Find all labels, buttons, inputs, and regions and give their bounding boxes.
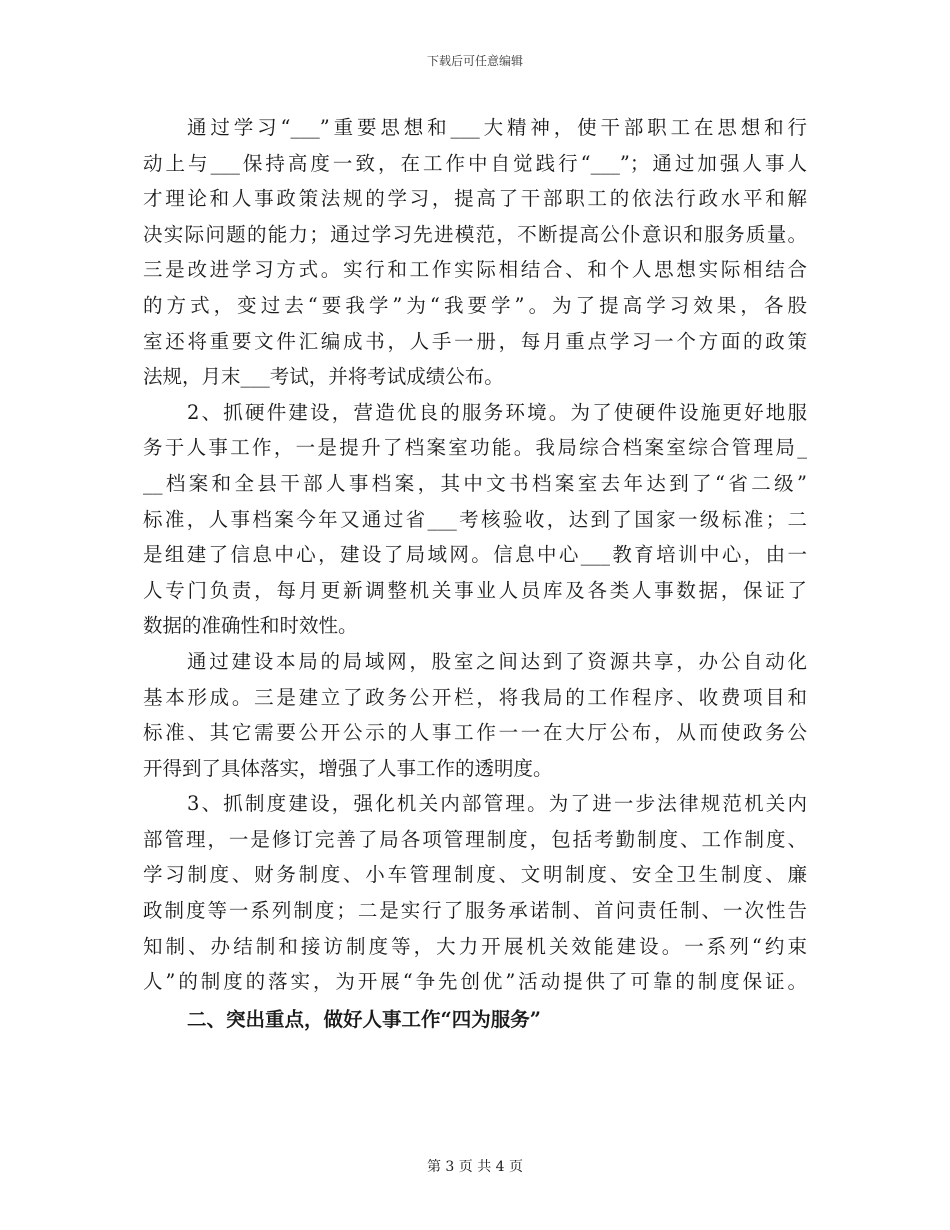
paragraph-2 — [143, 395, 807, 644]
paragraph-4 — [143, 786, 807, 1000]
text-line: 室还将重要文件汇编成书，人手一册，每月重点学习一个方面的政策 — [143, 329, 807, 353]
text-line: 3、抓制度建设，强化机关内部管理。为了进一步法律规范机关内 — [187, 792, 807, 816]
paragraph-1 — [143, 110, 807, 395]
text-line: 动上与___保持高度一致，在工作中自觉践行“___”；通过加强人事人 — [143, 151, 807, 175]
text-line: 学习制度、财务制度、小车管理制度、文明制度、安全卫生制度、廉 — [143, 863, 807, 887]
paragraph-3 — [143, 644, 807, 786]
text-line: 2、抓硬件建设，营造优良的服务环境。为了使硬件设施更好地服 — [187, 400, 807, 424]
text-line: 通过建设本局的局域网，股室之间达到了资源共享，办公自动化 — [187, 649, 807, 673]
text-line: 决实际问题的能力；通过学习先进模范，不断提高公仆意识和服务质量。 — [143, 222, 807, 246]
text-line: __档案和全县干部人事档案，其中文书档案室去年达到了“省二级” — [143, 471, 807, 495]
text-line: 政制度等一系列制度；二是实行了服务承诺制、首问责任制、一次性告 — [143, 899, 807, 923]
document-body — [143, 110, 807, 1037]
text-line: 知制、办结制和接访制度等，大力开展机关效能建设。一系列“约束 — [143, 934, 807, 958]
text-line: 务于人事工作，一是提升了档案室功能。我局综合档案室综合管理局_ — [143, 436, 807, 460]
text-line: 基本形成。三是建立了政务公开栏，将我局的工作程序、收费项目和 — [143, 685, 807, 709]
text-line: 标准、其它需要公开公示的人事工作一一在大厅公布，从而使政务公 — [143, 721, 807, 745]
text-line: 才理论和人事政策法规的学习，提高了干部职工的依法行政水平和解 — [143, 187, 807, 211]
text-line: 数据的准确性和时效性。 — [143, 614, 358, 638]
page-header-note: 下载后可任意编辑 — [426, 54, 523, 68]
text-line: 人”的制度的落实，为开展“争先创优”活动提供了可靠的制度保证。 — [143, 970, 807, 994]
text-line: 三是改进学习方式。实行和工作实际相结合、和个人思想实际相结合 — [143, 258, 807, 282]
text-line: 的方式，变过去“要我学”为“我要学”。为了提高学习效果，各股 — [143, 293, 807, 317]
text-line: 部管理，一是修订完善了局各项管理制度，包括考勤制度、工作制度、 — [143, 827, 807, 851]
text-line: 标准，人事档案今年又通过省___考核验收，达到了国家一级标准；二 — [143, 507, 807, 531]
text-line: 开得到了具体落实，增强了人事工作的透明度。 — [143, 756, 553, 780]
page-number-footer: 第 3 页 共 4 页 — [426, 1159, 524, 1175]
section-heading: 二、突出重点，做好人事工作“四为服务” — [187, 1007, 541, 1031]
text-line: 人专门负责，每月更新调整机关事业人员库及各类人事数据，保证了 — [143, 578, 807, 602]
text-line: 是组建了信息中心，建设了局域网。信息中心___教育培训中心，由一 — [143, 543, 807, 567]
text-line: 法规，月末___考试，并将考试成绩公布。 — [143, 365, 504, 389]
text-line: 通过学习“___”重要思想和___大精神，使干部职工在思想和行 — [187, 116, 807, 139]
